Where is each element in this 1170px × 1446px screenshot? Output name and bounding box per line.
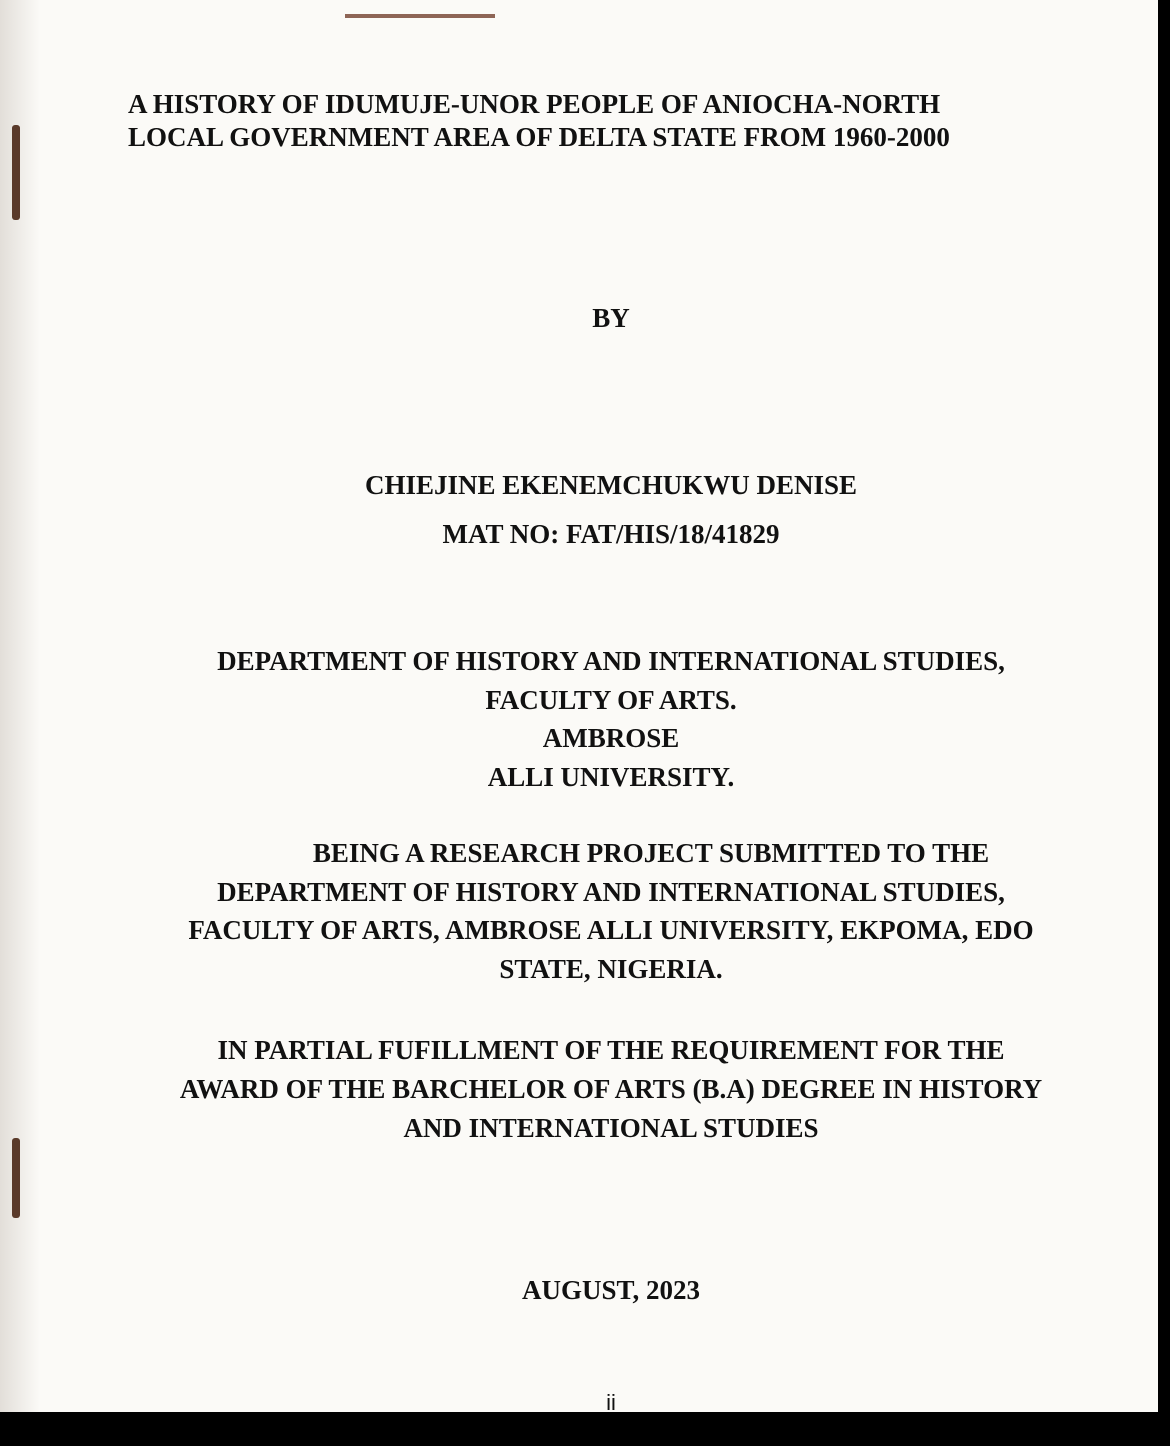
faculty-line: FACULTY OF ARTS. [485, 685, 737, 715]
binding-mark-bottom [12, 1138, 20, 1218]
department-line: DEPARTMENT OF HISTORY AND INTERNATIONAL STUDIES, [217, 646, 1005, 676]
submission-line-4: STATE, NIGERIA. [499, 954, 723, 984]
requirement-line-2: AWARD OF THE BARCHELOR OF ARTS (B.A) DEGREE IN HISTORY [179, 1074, 1043, 1104]
title-line-1: A HISTORY OF IDUMUJE-UNOR PEOPLE OF ANIOCHA-NORTH [128, 89, 941, 119]
submission-line-2: DEPARTMENT OF HISTORY AND INTERNATIONAL STUDIES, [217, 877, 1005, 907]
submission-date: AUGUST, 2023 [521, 1275, 701, 1305]
title-line-2: LOCAL GOVERNMENT AREA OF DELTA STATE FROM 1960-2000 [128, 122, 950, 152]
author-name: CHIEJINE EKENEMCHUKWU DENISE [364, 470, 858, 500]
by-label: BY [592, 303, 630, 333]
university-line-1: AMBROSE [542, 723, 680, 753]
page-number: ii [606, 1390, 616, 1412]
submission-line-1: BEING A RESEARCH PROJECT SUBMITTED TO THE [312, 838, 990, 868]
scan-top-mark [345, 14, 495, 18]
mat-number: MAT NO: FAT/HIS/18/41829 [442, 519, 780, 549]
submission-line-3: FACULTY OF ARTS, AMBROSE ALLI UNIVERSITY, EKPOMA, EDO [188, 915, 1034, 945]
requirement-line-3: AND INTERNATIONAL STUDIES [403, 1113, 819, 1143]
binding-mark-top [12, 125, 20, 220]
university-line-2: ALLI UNIVERSITY. [487, 762, 735, 792]
requirement-line-1: IN PARTIAL FUFILLMENT OF THE REQUIREMENT FOR THE [217, 1035, 1005, 1065]
